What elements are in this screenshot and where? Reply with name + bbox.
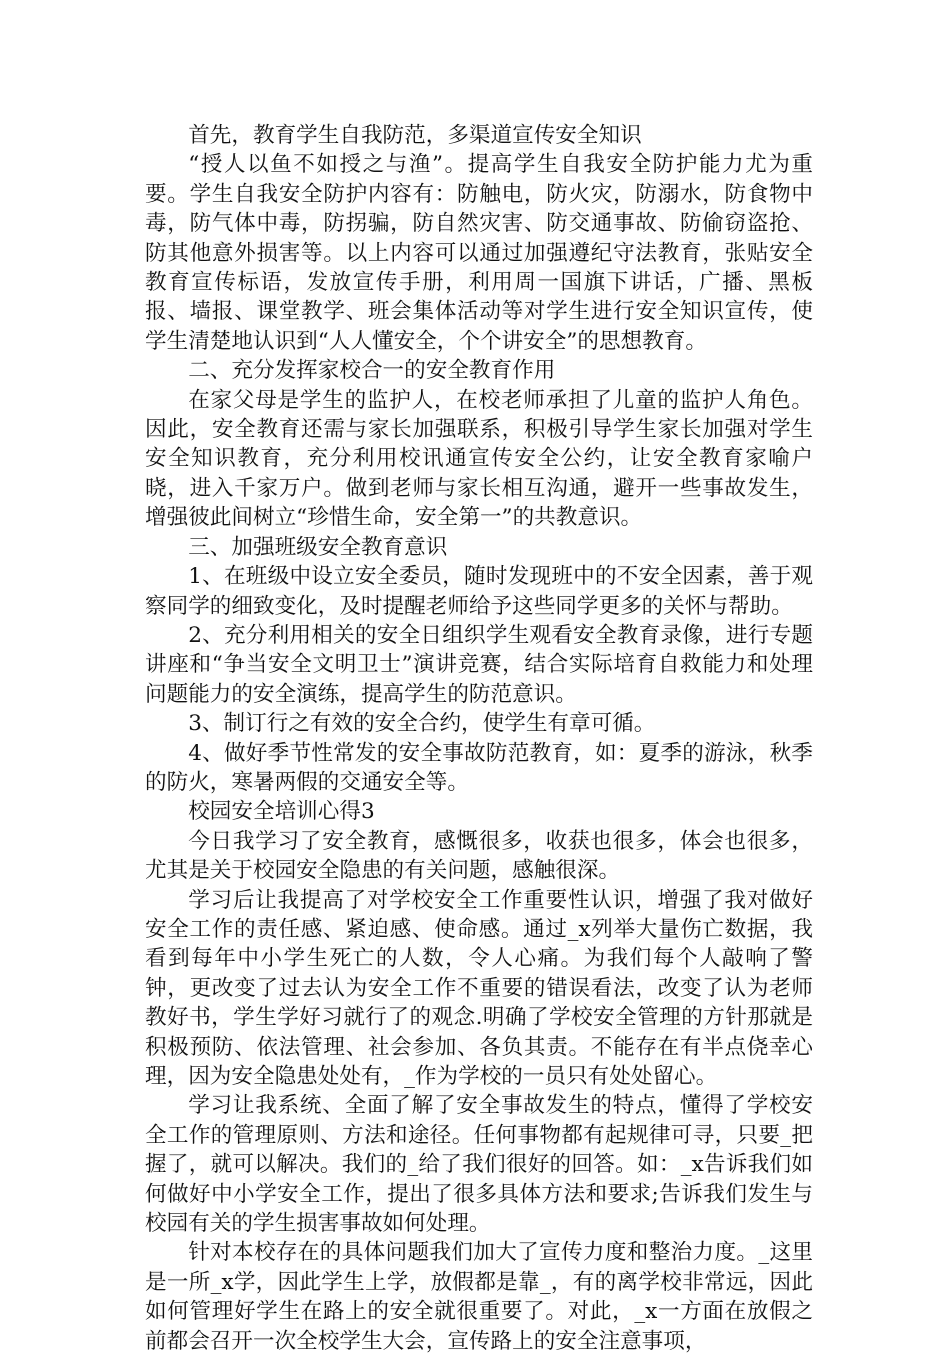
paragraph: “授人以鱼不如授之与渔”。提高学生自我安全防护能力尤为重要。学生自我安全防护内容有：防触电，防火灾，防溺水，防食物中毒，防气体中毒，防拐骗，防自然灾害、防交通事故、防偷窃盗抢、防其他意外损害等。以上内容可以通过加强遵纪守法教育，张贴安全教育宣传标语，发放宣传手册，利用周一国旗下讲话，广播、黑板报、墙报、课堂教学、班会集体活动等对学生进行安全知识宣传，使学生清楚地认识到“人人懂安全，个个讲安全”的思想教育。 — [145, 152, 813, 354]
article-title: 校园安全培训心得3 — [188, 799, 375, 825]
list-item: 2、充分利用相关的安全日组织学生观看安全教育录像，进行专题讲座和“争当安全文明卫士”演讲竞赛，结合实际培育自救能力和处理问题能力的安全演练，提高学生的防范意识。 — [145, 622, 813, 707]
list-item: 1、在班级中设立安全委员，随时发现班中的不安全因素，善于观察同学的细致变化，及时提醒老师给予这些同学更多的关怀与帮助。 — [145, 564, 813, 619]
section-heading: 三、加强班级安全教育意识 — [188, 534, 448, 560]
document-body — [145, 121, 813, 1356]
paragraph: 针对本校存在的具体问题我们加大了宣传力度和整治力度。_这里是一所_x学，因此学生上学，放假都是靠_，有的离学校非常远，因此如何管理好学生在路上的安全就很重要了。对此，_x一方面在放假之前都会召开一次全校学生大会，宣传路上的安全注意事项， — [145, 1240, 813, 1354]
paragraph: 今日我学习了安全教育，感慨很多，收获也很多，体会也很多，尤其是关于校园安全隐患的有关问题，感触很深。 — [145, 828, 813, 884]
section-heading: 二、充分发挥家校合一的安全教育作用 — [188, 358, 556, 384]
list-item: 3、制订行之有效的安全合约，使学生有章可循。 — [188, 711, 656, 737]
paragraph-heading-1: 首先，教育学生自我防范，多渠道宣传安全知识 — [188, 123, 642, 148]
paragraph: 学习让我系统、全面了解了安全事故发生的特点，懂得了学校安全工作的管理原则、方法和途径。任何事物都有起规律可寻，只要_把握了，就可以解决。我们的_给了我们很好的回答。如：_x告诉我们如何做好中小学安全工作，提出了很多具体方法和要求;告诉我们发生与校园有关的学生损害事故如何处理。 — [145, 1093, 813, 1237]
paragraph: 在家父母是学生的监护人，在校老师承担了儿童的监护人角色。因此，安全教育还需与家长加强联系，积极引导学生家长加强对学生安全知识教育，充分利用校讯通宣传安全公约，让安全教育家喻户晓，进入千家万户。做到老师与家长相互沟通，避开一些事故发生，增强彼此间树立“珍惜生命，安全第一”的共教意识。 — [145, 387, 813, 531]
paragraph: 学习后让我提高了对学校安全工作重要性认识，增强了我对做好安全工作的责任感、紧迫感、使命感。通过_x列举大量伤亡数据，我看到每年中小学生死亡的人数，令人心痛。为我们每个人敲响了警钟，更改变了过去认为安全工作不重要的错误看法，改变了认为老师教好书，学生学好习就行了的观念.明确了学校安全管理的方针那就是积极预防、依法管理、社会参加、各负其责。不能存在有半点侥幸心理，因为安全隐患处处有，_作为学校的一员只有处处留心。 — [145, 887, 813, 1089]
list-item: 4、做好季节性常发的安全事故防范教育，如：夏季的游泳，秋季的防火，寒暑两假的交通安全等。 — [145, 740, 813, 795]
